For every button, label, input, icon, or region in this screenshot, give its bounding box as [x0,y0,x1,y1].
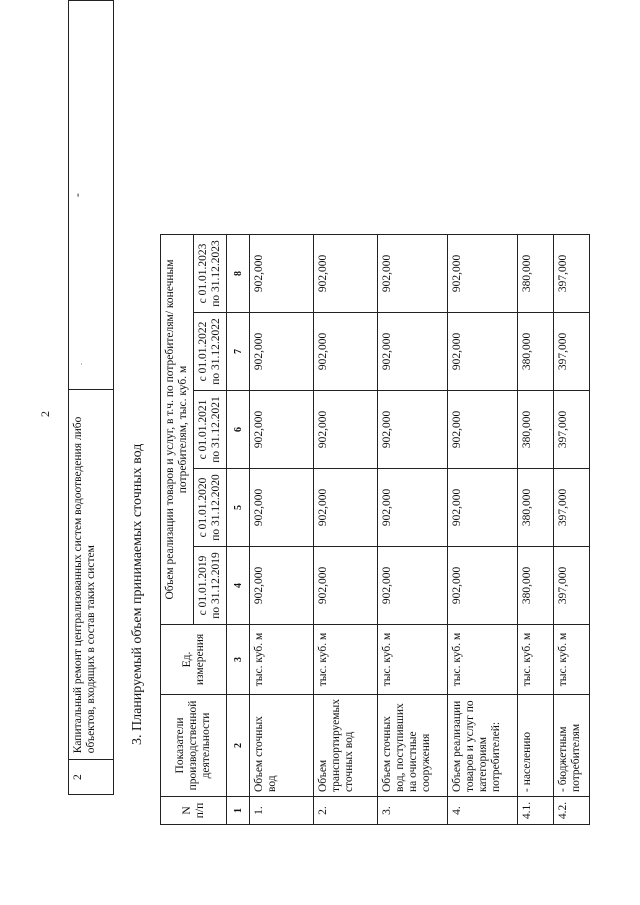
section-title: 3. Планируемый объем принимаемых сточных вод [130,443,145,745]
row-text: Капитальный ремонт централизованных систем водоотведения либо объектов, входящих в состав таких систем [69,390,114,760]
row-value: 902,000 [448,468,518,546]
header-period: с 01.01.2022 по 31.12.2022 [194,312,227,390]
row-value: 902,000 [250,468,314,546]
header-period: с 01.01.2019 по 31.12.2019 [194,546,227,624]
row-value: 902,000 [250,390,314,468]
header-period: с 01.01.2020 по 31.12.2020 [194,468,227,546]
row-name: Объем реализации товаров и услуг по категориям потребителей: [448,694,518,796]
row-name: Объем сточных вод [250,694,314,796]
col-number: 6 [227,390,250,468]
header-unit: Ед. измерения [161,624,227,694]
row-value: 902,000 [448,546,518,624]
row-unit: тыс. куб. м [448,624,518,694]
row-num: 1. [250,797,314,825]
column-number-row [227,234,250,824]
row-value: 902,000 [250,312,314,390]
row-unit: тыс. куб. м [554,624,590,694]
header-row-1 [161,234,194,824]
row-value: 902,000 [378,546,448,624]
row-number: 2 [69,760,114,795]
row-value: - [69,1,114,390]
header-num: N п/п [161,797,227,825]
table-row [378,234,448,824]
row-value: 902,000 [250,234,314,312]
row-unit: тыс. куб. м [314,624,378,694]
row-unit: тыс. куб. м [250,624,314,694]
row-num: 3. [378,797,448,825]
table-row [69,1,114,795]
table-row [314,234,378,824]
row-value: 902,000 [448,312,518,390]
row-num: 4. [448,797,518,825]
row-value: 380,000 [518,546,554,624]
header-period: с 01.01.2023 по 31.12.2023 [194,234,227,312]
col-number: 8 [227,234,250,312]
row-unit: тыс. куб. м [518,624,554,694]
wastewater-table [160,234,590,825]
row-value: 902,000 [314,468,378,546]
row-value: 902,000 [448,234,518,312]
row-unit: тыс. куб. м [378,624,448,694]
table-row [554,234,590,824]
col-number: 2 [227,694,250,796]
row-name: - населению [518,694,554,796]
header-period: с 01.01.2021 по 31.12.2021 [194,390,227,468]
col-number: 4 [227,546,250,624]
row-value: 380,000 [518,234,554,312]
row-value: 902,000 [378,234,448,312]
col-number: 7 [227,312,250,390]
col-number: 3 [227,624,250,694]
row-value: 902,000 [314,390,378,468]
row-value: 902,000 [314,312,378,390]
row-value: 397,000 [554,546,590,624]
row-name: Объем транспортируемых сточных вод [314,694,378,796]
row-name: Объем сточных вод, поступивших на очистные сооружения [378,694,448,796]
col-number: 1 [227,797,250,825]
row-value: 380,000 [518,390,554,468]
row-num: 4.2. [554,797,590,825]
header-indicator: Показатели производственной деятельности [161,694,227,796]
row-value: 397,000 [554,234,590,312]
page-number: 2 [38,411,52,417]
row-value: 902,000 [314,546,378,624]
capital-repair-table [68,0,114,795]
table-row [448,234,518,824]
row-num: 2. [314,797,378,825]
row-value: 380,000 [518,312,554,390]
header-group: Объем реализации товаров и услуг, в т.ч. по потребителям/ конечным потребителям, тыс. куб. м [161,234,194,624]
col-number: 5 [227,468,250,546]
table-row [518,234,554,824]
row-value: 397,000 [554,390,590,468]
row-value: 902,000 [448,390,518,468]
speck: . [75,363,84,365]
row-num: 4.1. [518,797,554,825]
row-value: 397,000 [554,468,590,546]
row-value: 902,000 [378,390,448,468]
row-value: 380,000 [518,468,554,546]
row-value: 902,000 [378,312,448,390]
row-value: 397,000 [554,312,590,390]
row-name: - бюджетным потребителям [554,694,590,796]
row-value: 902,000 [314,234,378,312]
row-value: 902,000 [378,468,448,546]
table-row [250,234,314,824]
row-value: 902,000 [250,546,314,624]
